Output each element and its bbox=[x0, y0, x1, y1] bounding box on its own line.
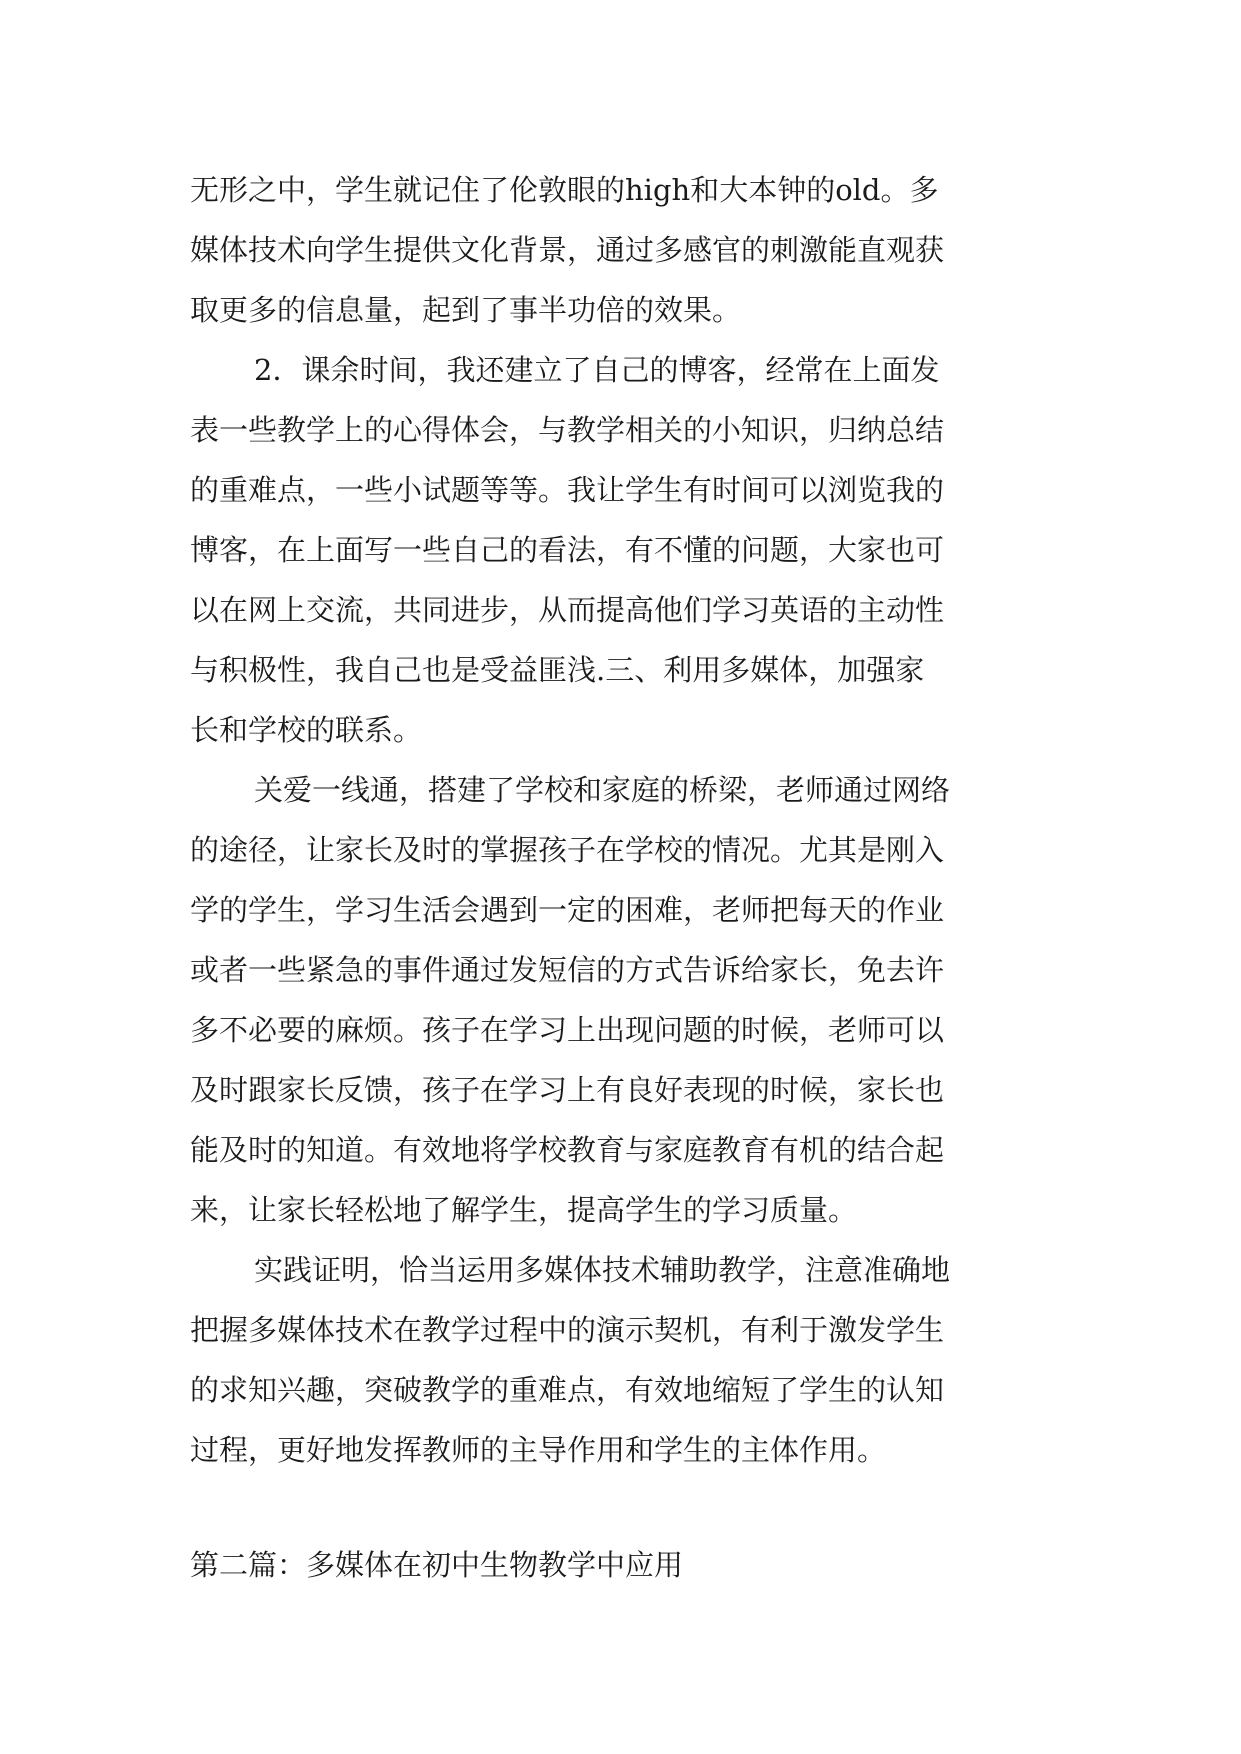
paragraph-line: 把握多媒体技术在教学过程中的演示契机，有利于激发学生 bbox=[190, 1313, 945, 1347]
paragraph-line: 2．课余时间，我还建立了自己的博客，经常在上面发 bbox=[254, 353, 940, 387]
paragraph-line: 博客，在上面写一些自己的看法，有不懂的问题，大家也可 bbox=[190, 533, 945, 567]
paragraph-line: 以在网上交流，共同进步，从而提高他们学习英语的主动性 bbox=[190, 593, 945, 627]
document-body bbox=[190, 160, 1050, 1595]
paragraph-line: 取更多的信息量，起到了事半功倍的效果。 bbox=[190, 293, 742, 327]
paragraph-line: 来，让家长轻松地了解学生，提高学生的学习质量。 bbox=[190, 1193, 858, 1227]
paragraph-line: 长和学校的联系。 bbox=[190, 713, 423, 747]
section-spacer bbox=[190, 1480, 1050, 1535]
paragraph-line: 与积极性，我自己也是受益匪浅.三、利用多媒体，加强家 bbox=[190, 653, 925, 687]
paragraph-line: 媒体技术向学生提供文化背景，通过多感官的刺激能直观获 bbox=[190, 233, 945, 267]
section-title: 第二篇：多媒体在初中生物教学中应用 bbox=[190, 1548, 684, 1582]
paragraph-line: 或者一些紧急的事件通过发短信的方式告诉给家长，免去许 bbox=[190, 953, 945, 987]
paragraph-line: 实践证明，恰当运用多媒体技术辅助教学，注意准确地 bbox=[254, 1253, 951, 1287]
paragraph-line: 表一些教学上的心得体会，与教学相关的小知识，归纳总结 bbox=[190, 413, 945, 447]
paragraph-line: 能及时的知道。有效地将学校教育与家庭教育有机的结合起 bbox=[190, 1133, 945, 1167]
paragraph-line: 的途径，让家长及时的掌握孩子在学校的情况。尤其是刚入 bbox=[190, 833, 945, 867]
paragraph-line: 及时跟家长反馈，孩子在学习上有良好表现的时候，家长也 bbox=[190, 1073, 945, 1107]
paragraph-line: 过程，更好地发挥教师的主导作用和学生的主体作用。 bbox=[190, 1433, 887, 1467]
paragraph-line: 学的学生，学习生活会遇到一定的困难，老师把每天的作业 bbox=[190, 893, 945, 927]
paragraph-line: 的重难点，一些小试题等等。我让学生有时间可以浏览我的 bbox=[190, 473, 945, 507]
paragraph-line: 关爱一线通，搭建了学校和家庭的桥梁，老师通过网络 bbox=[254, 773, 951, 807]
paragraph-line: 多不必要的麻烦。孩子在学习上出现问题的时候，老师可以 bbox=[190, 1013, 945, 1047]
paragraph-line: 无形之中，学生就记住了伦敦眼的high和大本钟的old。多 bbox=[190, 173, 939, 207]
paragraph-line: 的求知兴趣，突破教学的重难点，有效地缩短了学生的认知 bbox=[190, 1373, 945, 1407]
